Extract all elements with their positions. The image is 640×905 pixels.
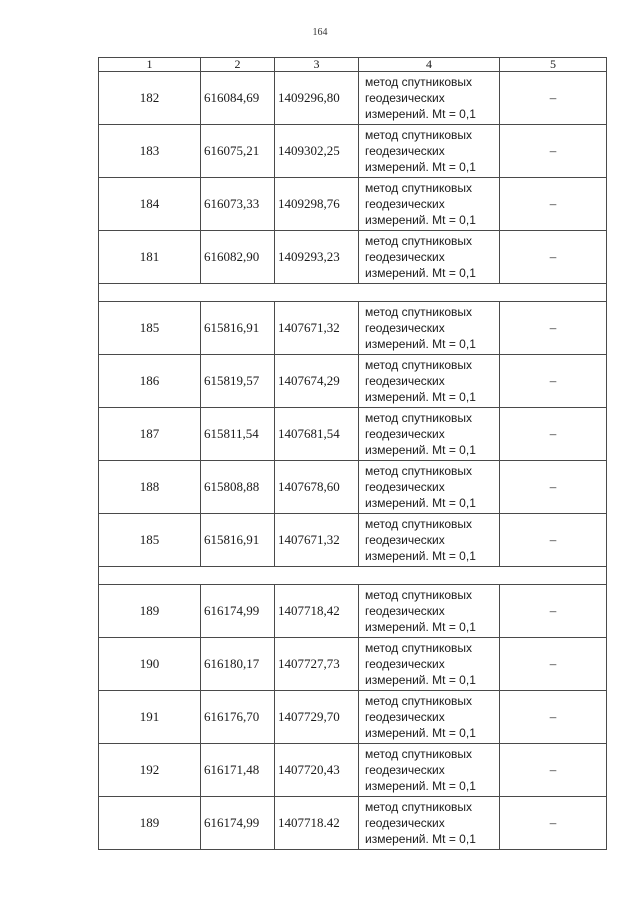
note-cell: –: [500, 638, 607, 691]
method-text-line: метод спутниковых: [365, 694, 473, 708]
group-separator-cell: [99, 284, 607, 302]
method-text-line: геодезических: [365, 144, 445, 158]
note-cell: –: [500, 744, 607, 797]
method-cell: [359, 355, 500, 408]
point-number-cell: 185: [99, 514, 201, 567]
table-row: [99, 691, 607, 744]
y-coordinate-cell: 1407671,32: [275, 514, 359, 567]
table-header-row: [99, 58, 607, 72]
method-cell: [359, 585, 500, 638]
column-header: 5: [500, 58, 607, 72]
method-text-line: измерений. Mt = 0,1: [365, 726, 476, 740]
point-number-cell: 187: [99, 408, 201, 461]
table-row: [99, 125, 607, 178]
method-text-line: измерений. Mt = 0,1: [365, 673, 476, 687]
method-text-line: измерений. Mt = 0,1: [365, 443, 476, 457]
method-text-line: метод спутниковых: [365, 234, 473, 248]
table-row: [99, 72, 607, 125]
method-text-line: метод спутниковых: [365, 747, 473, 761]
method-text-line: измерений. Mt = 0,1: [365, 549, 476, 563]
column-header: 1: [99, 58, 201, 72]
method-cell: [359, 72, 500, 125]
method-cell: [359, 302, 500, 355]
method-cell: [359, 744, 500, 797]
column-header: 3: [275, 58, 359, 72]
x-coordinate-cell: 616082,90: [201, 231, 275, 284]
point-number-cell: 191: [99, 691, 201, 744]
method-cell: [359, 125, 500, 178]
y-coordinate-cell: 1407718.42: [275, 797, 359, 850]
method-text-line: метод спутниковых: [365, 411, 473, 425]
table-row: [99, 585, 607, 638]
table-row: [99, 638, 607, 691]
table-row: [99, 302, 607, 355]
note-cell: –: [500, 514, 607, 567]
method-text-line: геодезических: [365, 321, 445, 335]
y-coordinate-cell: 1407727,73: [275, 638, 359, 691]
group-separator-cell: [99, 567, 607, 585]
note-cell: –: [500, 72, 607, 125]
note-cell: –: [500, 125, 607, 178]
x-coordinate-cell: 616171,48: [201, 744, 275, 797]
page-number: 164: [312, 27, 328, 38]
x-coordinate-cell: 616174,99: [201, 585, 275, 638]
method-text-line: геодезических: [365, 657, 445, 671]
x-coordinate-cell: 616174,99: [201, 797, 275, 850]
method-text-line: метод спутниковых: [365, 641, 473, 655]
point-number-cell: 186: [99, 355, 201, 408]
method-text-line: метод спутниковых: [365, 128, 473, 142]
point-number-cell: 185: [99, 302, 201, 355]
y-coordinate-cell: 1407718,42: [275, 585, 359, 638]
x-coordinate-cell: 616073,33: [201, 178, 275, 231]
method-text-line: метод спутниковых: [365, 517, 473, 531]
x-coordinate-cell: 615816,91: [201, 514, 275, 567]
y-coordinate-cell: 1407729,70: [275, 691, 359, 744]
method-cell: [359, 514, 500, 567]
method-text-line: метод спутниковых: [365, 181, 473, 195]
point-number-cell: 189: [99, 797, 201, 850]
method-text-line: метод спутниковых: [365, 358, 473, 372]
x-coordinate-cell: 615811,54: [201, 408, 275, 461]
method-text-line: геодезических: [365, 250, 445, 264]
note-cell: –: [500, 408, 607, 461]
x-coordinate-cell: 616084,69: [201, 72, 275, 125]
table-row: [99, 408, 607, 461]
note-cell: –: [500, 585, 607, 638]
method-text-line: измерений. Mt = 0,1: [365, 496, 476, 510]
y-coordinate-cell: 1407674,29: [275, 355, 359, 408]
point-number-cell: 192: [99, 744, 201, 797]
method-cell: [359, 797, 500, 850]
method-text-line: измерений. Mt = 0,1: [365, 266, 476, 280]
x-coordinate-cell: 616075,21: [201, 125, 275, 178]
point-number-cell: 181: [99, 231, 201, 284]
table-row: [99, 797, 607, 850]
method-text-line: метод спутниковых: [365, 464, 473, 478]
method-text-line: геодезических: [365, 374, 445, 388]
y-coordinate-cell: 1407671,32: [275, 302, 359, 355]
method-cell: [359, 408, 500, 461]
group-separator-row: [99, 567, 607, 585]
note-cell: –: [500, 797, 607, 850]
table-row: [99, 231, 607, 284]
method-text-line: геодезических: [365, 91, 445, 105]
method-text-line: метод спутниковых: [365, 588, 473, 602]
point-number-cell: 188: [99, 461, 201, 514]
method-text-line: метод спутниковых: [365, 305, 473, 319]
method-cell: [359, 461, 500, 514]
table-row: [99, 355, 607, 408]
note-cell: –: [500, 461, 607, 514]
method-text-line: измерений. Mt = 0,1: [365, 779, 476, 793]
group-separator-row: [99, 284, 607, 302]
y-coordinate-cell: 1409293,23: [275, 231, 359, 284]
table-row: [99, 178, 607, 231]
y-coordinate-cell: 1409298,76: [275, 178, 359, 231]
x-coordinate-cell: 616180,17: [201, 638, 275, 691]
x-coordinate-cell: 615819,57: [201, 355, 275, 408]
method-text-line: геодезических: [365, 197, 445, 211]
table-row: [99, 461, 607, 514]
x-coordinate-cell: 615808,88: [201, 461, 275, 514]
point-number-cell: 182: [99, 72, 201, 125]
coordinates-table: [98, 57, 607, 850]
table-row: [99, 744, 607, 797]
note-cell: –: [500, 691, 607, 744]
method-cell: [359, 691, 500, 744]
note-cell: –: [500, 355, 607, 408]
y-coordinate-cell: 1409296,80: [275, 72, 359, 125]
point-number-cell: 189: [99, 585, 201, 638]
method-text-line: геодезических: [365, 604, 445, 618]
note-cell: –: [500, 231, 607, 284]
table-row: [99, 514, 607, 567]
method-cell: [359, 231, 500, 284]
column-header: 2: [201, 58, 275, 72]
point-number-cell: 184: [99, 178, 201, 231]
method-text-line: геодезических: [365, 816, 445, 830]
note-cell: –: [500, 178, 607, 231]
point-number-cell: 183: [99, 125, 201, 178]
method-text-line: измерений. Mt = 0,1: [365, 620, 476, 634]
method-text-line: измерений. Mt = 0,1: [365, 337, 476, 351]
method-text-line: метод спутниковых: [365, 800, 473, 814]
method-text-line: измерений. Mt = 0,1: [365, 160, 476, 174]
x-coordinate-cell: 615816,91: [201, 302, 275, 355]
method-text-line: измерений. Mt = 0,1: [365, 107, 476, 121]
x-coordinate-cell: 616176,70: [201, 691, 275, 744]
method-text-line: геодезических: [365, 480, 445, 494]
y-coordinate-cell: 1407720,43: [275, 744, 359, 797]
method-text-line: метод спутниковых: [365, 75, 473, 89]
method-text-line: измерений. Mt = 0,1: [365, 390, 476, 404]
method-cell: [359, 638, 500, 691]
method-text-line: геодезических: [365, 533, 445, 547]
column-header: 4: [359, 58, 500, 72]
y-coordinate-cell: 1407681,54: [275, 408, 359, 461]
method-text-line: измерений. Mt = 0,1: [365, 832, 476, 846]
point-number-cell: 190: [99, 638, 201, 691]
y-coordinate-cell: 1409302,25: [275, 125, 359, 178]
method-text-line: геодезических: [365, 710, 445, 724]
y-coordinate-cell: 1407678,60: [275, 461, 359, 514]
method-cell: [359, 178, 500, 231]
method-text-line: геодезических: [365, 763, 445, 777]
method-text-line: геодезических: [365, 427, 445, 441]
note-cell: –: [500, 302, 607, 355]
method-text-line: измерений. Mt = 0,1: [365, 213, 476, 227]
